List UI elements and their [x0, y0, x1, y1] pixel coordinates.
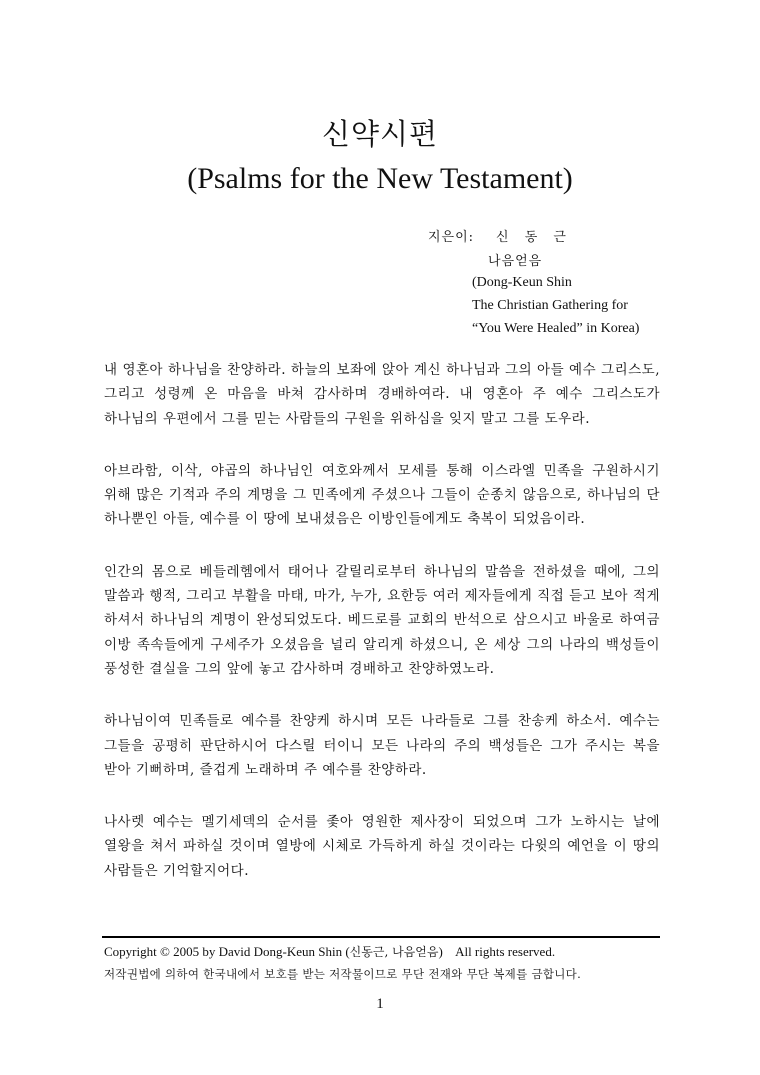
paragraph-1: 내 영혼아 하나님을 찬양하라. 하늘의 보좌에 앉아 계신 하나님과 그의 아들 예수 그리스도, 그리고 성령께 온 마음을 바쳐 감사하며 경배하여라. 내 영혼아 주 예수 그리스도가 하나님의 우편에서 그를 믿는 사람들의 구원을 위하심을 잊지 말고 그를 도우라.	[104, 362, 660, 427]
title-korean: 신약시편	[321, 117, 439, 151]
body-text	[104, 358, 660, 911]
author-org-english-line1: The Christian Gathering for	[472, 298, 628, 313]
copyright-korean: 신동근, 나음얻음	[349, 945, 439, 959]
author-name-english: (Dong-Keun Shin	[472, 275, 572, 290]
paragraph-5: 나사렛 예수는 멜기세덱의 순서를 좇아 영원한 제사장이 되었으며 그가 노하시는 날에 열왕을 쳐서 파하실 것이며 열방에 시체로 가득하게 하실 것이라는 다윗의 예언을 이 땅의 사람들은 기억할지어다.	[104, 814, 660, 879]
copyright-line	[104, 943, 555, 960]
paragraph-3: 인간의 몸으로 베들레헴에서 태어나 갈릴리로부터 하나님의 말씀을 전하셨을 때에, 그의 말씀과 행적, 그리고 부활을 마태, 마가, 누가, 요한등 여러 제자들에게 직접 듣고 보아 적게 하셔서 하나님의 계명이 완성되었도다. 베드로를 교회의 반석으로 삼으시고 바울로 하여금 이방 족속들에게 구세주가 오셨음을 널리 알리게 하셨으니, 온 세상 그의 나라의 백성들이 풍성한 결실을 그의 앞에 놓고 감사하며 경배하고 찬양하였노라.	[104, 563, 660, 677]
copyright-notice: 저작권법에 의하여 한국내에서 보호를 받는 저작물이므로 무단 전재와 무단 복제를 금합니다.	[104, 967, 582, 981]
author-label: 지은이:	[428, 230, 475, 245]
copyright-prefix: Copyright © 2005 by David Dong-Keun Shin (	[104, 944, 350, 959]
author-org-english-line2: “You Were Healed” in Korea)	[472, 321, 640, 336]
copyright-suffix: ) All rights reserved.	[438, 944, 556, 959]
author-org-korean: 나음얻음	[488, 254, 543, 269]
paragraph-4: 하나님이여 민족들로 예수를 찬양케 하시며 모든 나라들로 그를 찬송케 하소서. 예수는 그들을 공평히 판단하시어 다스릴 터이니 모든 나라의 주의 백성들은 그가 주시는 복을 받아 기뻐하며, 즐겁게 노래하며 주 예수를 찬양하라.	[104, 713, 660, 778]
paragraph-2: 아브라함, 이삭, 야곱의 하나님인 여호와께서 모세를 통해 이스라엘 민족을 구원하시기 위해 많은 기적과 주의 계명을 그 민족에게 주셨으나 그들이 순종치 않음으로, 하나님의 단 하나뿐인 아들, 예수를 이 땅에 보내셨음은 이방인들에게도 축복이 되었음이라.	[104, 462, 660, 528]
page-number: 1	[376, 996, 384, 1012]
footer-divider	[102, 936, 660, 938]
author-name-korean: 신 동 근	[496, 230, 572, 245]
title-english: (Psalms for the New Testament)	[187, 162, 573, 195]
